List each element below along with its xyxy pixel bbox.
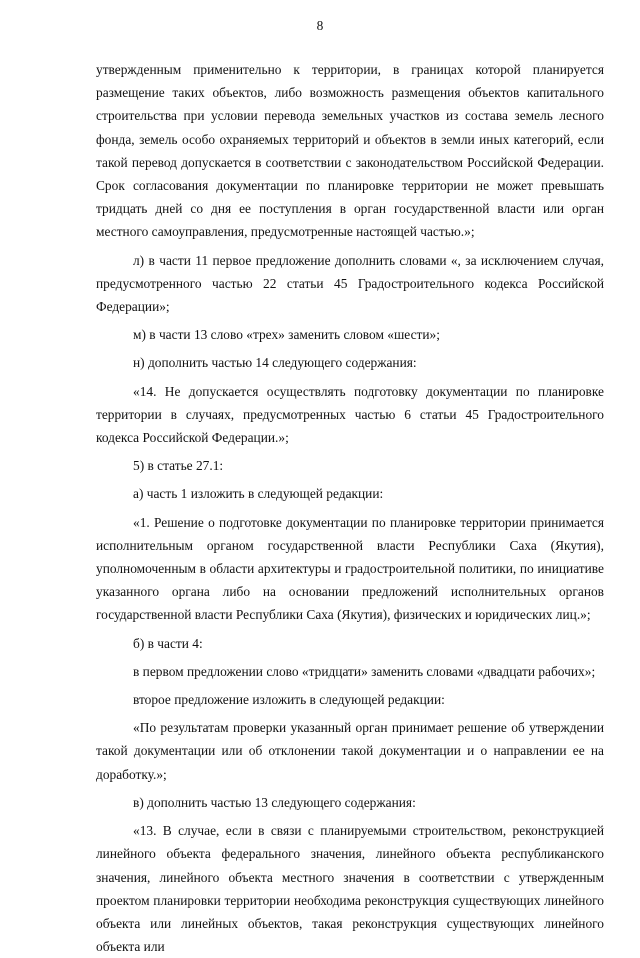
paragraph-article-27-1: 5) в статье 27.1:	[133, 458, 224, 474]
paragraph-second-sentence: второе предложение изложить в следующей редакции:	[133, 692, 445, 708]
paragraph-part-14-quote: «14. Не допускается осуществлять подготовку документации по планировке территории в случаях, предусмотренных частью 6 статьи 45 Градостроительного кодекса Российской Федерации.»;	[96, 383, 604, 446]
paragraph-review-quote: «По результатам проверки указанный орган принимает решение об утверждении такой документации или об отклонении такой документации и о направлении ее на доработку.»;	[96, 720, 604, 782]
paragraph-item-m: м) в части 13 слово «трех» заменить словом «шести»;	[133, 327, 440, 343]
paragraph-item-n: н) дополнить частью 14 следующего содержания:	[133, 355, 417, 371]
paragraph-first-sentence: в первом предложении слово «тридцати» заменить словами «двадцати рабочих»;	[133, 663, 596, 679]
paragraph-continuation: утвержденным применительно к территории, в границах которой планируется размещение таких объектов, либо возможность размещения объектов капитального строительства при условии перевода земельных участков из состава земель лесного фонда, земель особо охраняемых территорий и объектов в земли иных категорий, если такой перевод допускается в соответствии с законодательством Российской Федерации. Срок согласования документации по планировке территории не может превышать тридцать дней со дня ее поступления в орган государственной власти или орган местного самоуправления, предусмотренные настоящей частью.»;	[96, 62, 604, 240]
page-number: 8	[316, 18, 324, 33]
document-body	[96, 58, 604, 958]
paragraph-item-l: л) в части 11 первое предложение дополнить словами «, за исключением случая, предусмотренного частью 22 статьи 45 Градостроительного кодекса Российской Федерации»;	[96, 252, 604, 315]
paragraph-item-b: б) в части 4:	[133, 635, 203, 651]
paragraph-part-13-quote: «13. В случае, если в связи с планируемыми строительством, реконструкцией линейного объекта федерального значения, линейного объекта республиканского значения, линейного объекта местного значения в соответствии с утвержденным проектом планировки территории необходима реконструкция существующих линейного объекта или линейных объектов, такая реконструкция существующих линейного объекта или	[96, 823, 604, 955]
paragraph-item-v: в) дополнить частью 13 следующего содержания:	[133, 794, 416, 810]
paragraph-part-1-quote: «1. Решение о подготовке документации по планировке территории принимается исполнительным органом государственной власти Республики Саха (Якутия), уполномоченным в области архитектуры и градостроительной политики, по инициативе указанного органа либо на основании предложений исполнительных органов государственной власти Республики Саха (Якутия), физических и юридических лиц.»;	[96, 514, 604, 623]
paragraph-item-a: а) часть 1 изложить в следующей редакции:	[133, 486, 384, 502]
